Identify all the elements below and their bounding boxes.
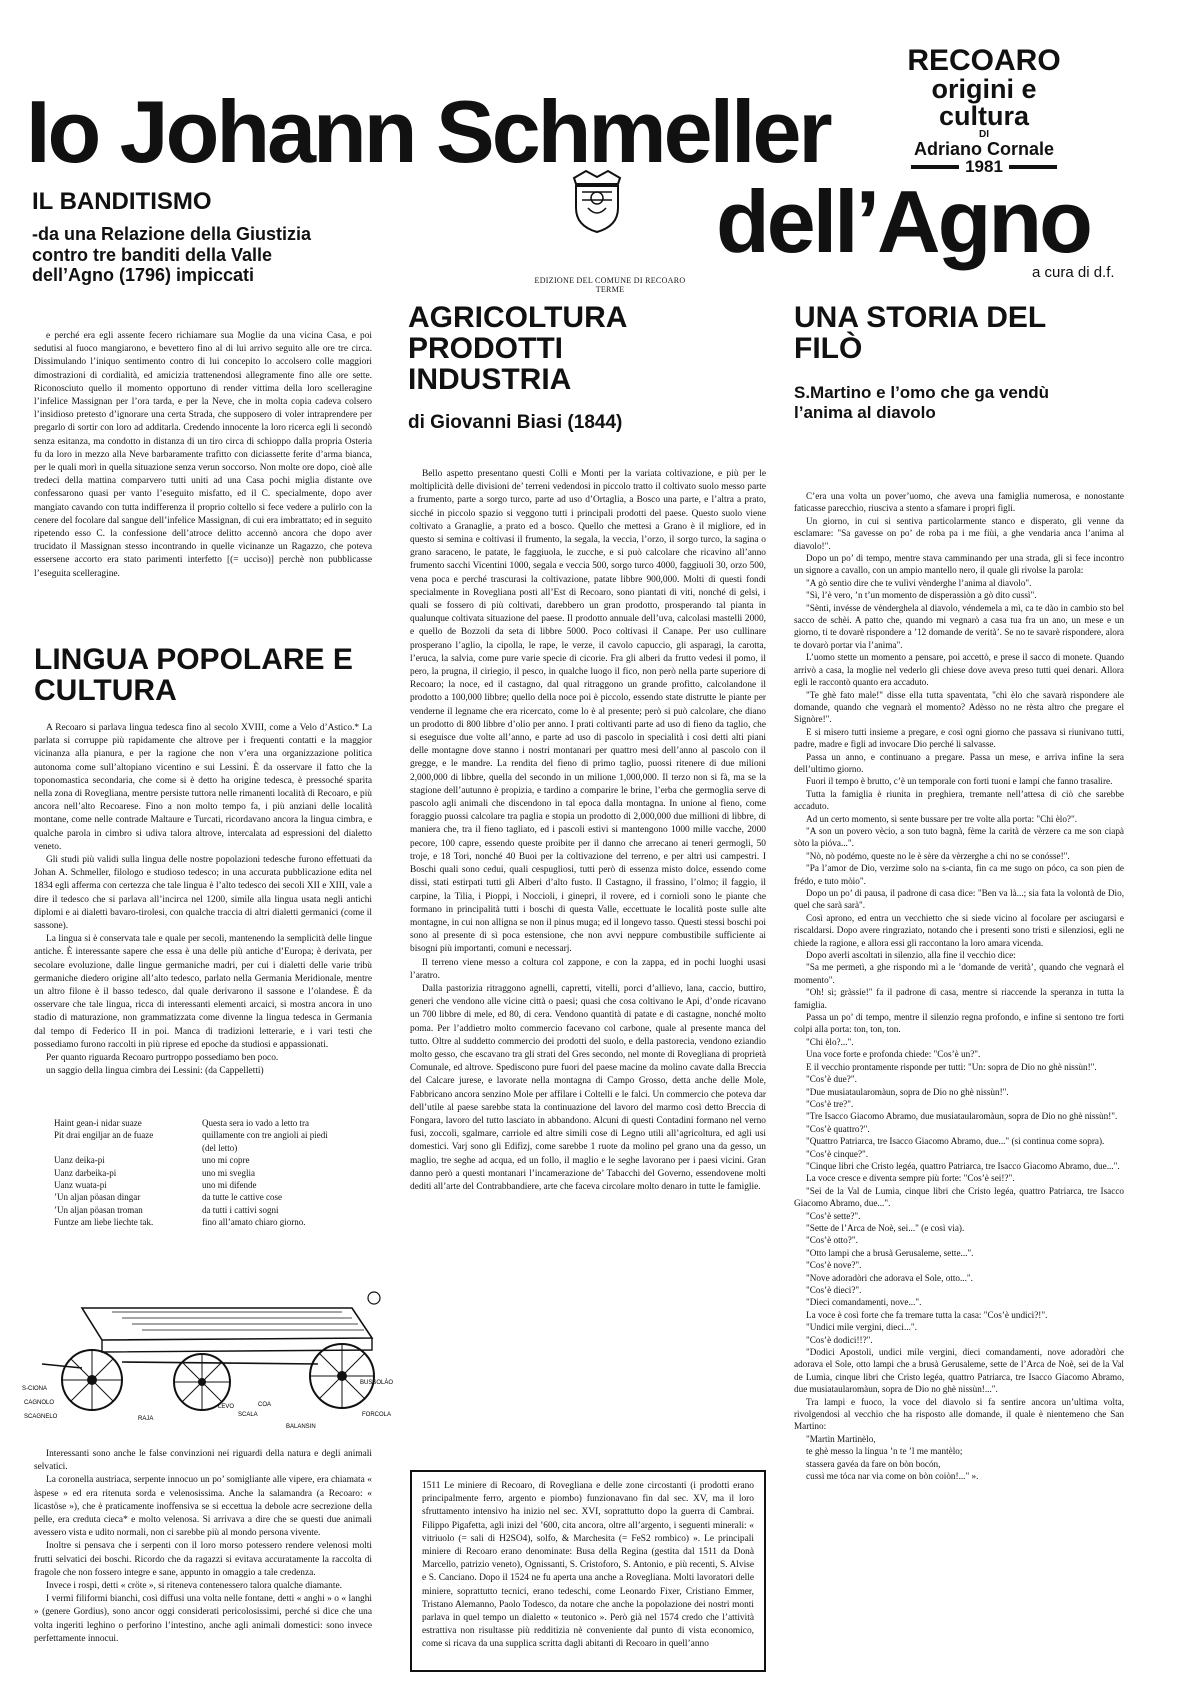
storia-paragraph: "Cos’è dieci?". (806, 1285, 862, 1295)
storia-paragraph: Dopo un po’ di tempo, mentre stava camminando per una strada, gli si fece incontro un signore a cavallo, con un ampio mantello nero, il quale gli rivolse la parola: (794, 553, 1124, 576)
agricoltura-paragraph: Dalla pastorizia ritraggono agnelli, capretti, vitelli, porci d’allievo, lana, caccio, buttiro, generi che vendono alle vicine città o paesi; quasi che cosa coltivano le Api, d’onde ricavano un 700 libbre di mele, ed 80, di cera. Vendono quantità di patate e di castagne, nonché molto poma. Per l’addietro molto commercio facevano col carbone, quale al presente manca del tutto. Oltre al suddetto commercio dei prodotti del suolo, e della pastorecia, vendono eziandio molto gesso, che escavano tra gli strati del Gres secondo, nel monte di Rovegliana di proprietà Comunale, ed altrove. Spediscono pure fuori del paese macine da molino cavate dalla Breccia del Calcare jurese, e lavorate nella montagna di Campo Grosso, detta anche delle Mole, Fabbricano ancora senzino Mole per affilare i Coltelli e le falci. Un commercio che poteva dar dell’utile al paese sarebbe stata la continuazione del lavoro del marmo così detto Breccia di Fongara, lavoro del tutto lasciato in abbandono. Alcuni di questi Contadini formano nel verno fusi, zoccoli, sgalmare, carriole ed altre simili cose di Legno utili all’agricoltura, ed agli usi domestici. Varj sono gli Edifizj, come sarebbe 1 ruote da molino pel grano una da gesso, un maglio, tre seghe ad acqua, ed un follo, il maglio e le seghe lavorano per i paesi vicini. Gran danno però a questi montanari l’incamerazione de’ Tabacchi del Governo, essendovene molti dediti all’arte del Contrabbandiere, arte che faceva circolare molto denaro in tutte le famiglie. (410, 983, 766, 1192)
storia-paragraph: "Cinque libri che Cristo legéa, quattro Patriarca, tre Isacco Giacomo Abramo, due...". (806, 1160, 1120, 1171)
poem-line (54, 1154, 354, 1166)
series-title: RECOARO (907, 44, 1061, 77)
storia-text (794, 490, 1124, 1650)
storia-paragraph: Passa un po’ di tempo, mentre il silenzio regna profondo, e infine si sentono tre forti colpi alla porta: ton, ton, ton. (794, 1012, 1124, 1035)
storia-paragraph: Dopo averli ascoltati in silenzio, alla fine il vecchio dice: (806, 950, 1016, 961)
storia-paragraph: "Quattro Patriarca, tre Isacco Giacomo Abramo, due..." (si continua come sopra). (806, 1136, 1105, 1147)
series-year-row (884, 158, 1084, 175)
lingua-paragraph: I vermi filiformi bianchi, così diffusi una volta nelle fontane, detti « anghi » o « langhi » (genere Gordius), sono ancor oggi considerati pericolosissimi, perché si dice che una volta ingeriti leghino o perforino l’intestino, anche agli animali domestici: sono invece perfettamente innocui. (34, 1594, 372, 1644)
storia-paragraph: "Cos’è cinque?". (806, 1148, 869, 1159)
lingua-paragraph: Gli studi più validi sulla lingua delle nostre popolazioni tedesche furono effettuati da Johan A. Schmeller, filologo e studioso tedesco; in una accurata pubblicazione edita nel 1834 egli afferma con certezza che tale lingua è l’alto tedesco dei secoli XII e XIII, vale a dire il tedesco che si parlava all’incirca nel 1200, simile alla lingua usata negli antichi diplomi e ai dialetti bavaro-tirolesi, con qualche traccia di altri dialetti germanici (come il sassone). (34, 855, 372, 932)
storia-paragraph: "Cos’è otto?". (806, 1235, 858, 1246)
storia-paragraph: "Cos’è nove?". (806, 1260, 862, 1271)
series-subtitle: origini e cultura (931, 74, 1037, 131)
agricoltura-paragraph: Il terreno viene messo a coltura col zappone, e con la zappa, ed in pochi luoghi usasi l’aratro. (410, 957, 766, 981)
storia-paragraph: Dopo un po’ di pausa, il padrone di casa dice: "Ben va là...; sia fata la volontà de Dio, quel che sarà sarà". (794, 888, 1124, 911)
municipal-crest-icon (568, 168, 626, 234)
storia-paragraph: "A son un povero vècio, a son tuto bagnà, fème la carità de vèrzere ca me son ciapà sòto la pióva...". (794, 825, 1124, 849)
storia-paragraph: E il vecchio prontamente risponde per tutti: "Un: sopra de Dio no ghè nissùn!". (806, 1061, 1097, 1072)
poem-cimbro: Uanz wuata-pi (54, 1180, 107, 1191)
illustration-label: COA (258, 1402, 272, 1408)
agricoltura-paragraph: Bello aspetto presentano questi Colli e Monti per la variata coltivazione, e più per le moltiplicità delle divisioni de’ terreni vedendosi in piccolo tratto il coltivato suolo messo parte a frumento, parte a sorgo turco, parte ad uso d’Ortaglia, a Bosco una parte, e l’altra a prato, sicché in piccolo spazio si veggono tutti i principali prodotti del paese. Questo suolo viene coltivato a Granaglie, a prato ed a bosco. Quello che mettesi a Grano è il migliore, ed in questo si semina e coltivasi il frumento, la segala, la veccia, l’orzo, il sorgo turco, la sagina o grano saraceno, le patate, le faggiuola, le zucche, e si può calcolare che ricavino all’anno frumento sacchi Vicentini 1000, segala e veccia 500, sorgo turco 4000, faggiuoli 30, orzo 500, vena poca e perché trascurasi la coltivazione, patate libbre 900,000. Molti di questi fondi specialmente in Rovegliana posti all’Est di Recoaro, sono piantati di viti, nonché di gelsi, i quali se fossero di più coltivati, darebbero un gran prodotto, prosperando tal pianta in qualunque coltivata situazione del paese. Il prodotto annuale dell’uva, calcolasi mastelli 2000, e quello de Bozzoli da seta di libbre 5000. Poco coltivasi il Canape. Per uso cullinare prosperano l’aglio, la cipolla, le rape, le verze, il cavolo capuccio, gli asparagi, la carotta, l’eruca, la salvia, come pure varie specie di cicorie. Fra gli alberi da frutto vedesi il pomo, il pero, la prugna, il ciriegio, il pesco, in qualche luogo il fico, non però nella parte superiore di Recoaro; la noce, ed il castagno, dal qual ritraggono un grande profitto, calcolandone il prodotto a 100,000 libbre; quello della noce poi è piccolo, essendo state distrutte le piante per venderne il legname che era ricercato, come lo è al presente; però si può calcolare, che diano un prodotto di 800 libbre d’olio per anno. I prati coltivanti parte ad uso di fieno da taglio, che si eseguisce due volte all’anno, e parte ad uso di pascolo in specialità i così detti alti piani delle montagne dove stanno i nostri montanari per quattro mesi dell’anno al pascolo con il gregge, e le mandre. La rendita del fieno di primo taglio, puossi ritenere di due milioni 2,000,000 di libbre, quella del secondo in un milione 1,000,000. Il terzo non si fà, ma se la stagione dell’autunno è propizia, e tardino a comparire le brine, l’erba che germoglia serve di pascolo agli animali che discendono in tal epoca dalla montagna. In unione al fieno, come foraggio puossi calcolare tra paglia e stopia un prodotto di 2,000,000 due millioni di libbre, di maniera che, tra il fieno tagliato, ed i pascoli estivi si mantengono 1000 mille vacche, 2000 pecore, 100 capre, essendo queste proibite per il danno che arrecano ai teneri germogli, 50 troje, e 18 Tori, nonché 40 Buoi per la coltivazione del terreno, e per altri usi campestri. I Boschi quali sono cedui, quali cespugliosi, tutti però di essenza misto dolce, essendo come dissi, stati estirpati tutti gli Alberi d’alto fusto. Il Castagno, il frassino, l’olmo; il faggio, il carpine, la Tilia, i Pioppi, i Noccioli, i ginepri, il rovere, ed i cornioli sono le piante che formano in principalità tutti i boschi di questa Valle, eccettuate le località poste sulle alte montagne, in cui non alligna se non il pinus muga; ed il longevo tasso. Questi stessi boschi poi sono al presente di sì poca estensione, che non avvi neppure combustibile sufficiente ai bisogni più importanti, comuni e necessarj. (410, 469, 766, 955)
curator-credit: a cura di d.f. (1032, 264, 1115, 281)
banditismo-subheading: -da una Relazione della Giustizia contro tre banditi della Valle dell’Agno (1796) impiccati (32, 224, 312, 286)
storia-paragraph: "Tre Isacco Giacomo Abramo, due musiataularomàun, sopra de Dio no ghè nissùn!". (806, 1111, 1118, 1122)
lingua-paragraph: un saggio della lingua cimbra dei Lessini: (da Cappelletti) (46, 1066, 264, 1077)
illustration-label: BALANSIN (286, 1424, 316, 1430)
series-block (884, 46, 1084, 175)
agricoltura-byline: di Giovanni Biasi (1844) (408, 412, 623, 433)
poem-cimbro: ’Un aljan pöasan dingar (54, 1192, 141, 1203)
storia-paragraph: L’uomo stette un momento a pensare, poi accettò, e prese il sacco di monete. Quando arrivò a casa, la moglie nel vederlo gli chiese dove aveva preso tutti quei denari. Allora egli le raccontò quanto era accaduto. (794, 652, 1124, 688)
storia-paragraph: "Cos’è quattro?". (806, 1123, 870, 1134)
storia-paragraph: Ad un certo momento, si sente bussare per tre volte alla porta: "Chi èlo?". (806, 813, 1078, 824)
storia-paragraph: "Undici mile vergini, dieci...". (806, 1322, 917, 1333)
storia-paragraph: "Cos’è due?". (806, 1074, 857, 1085)
storia-paragraph: "Martìn Martinèlo, (806, 1433, 876, 1444)
lingua-text (34, 722, 372, 1112)
storia-paragraph: te ghè messo la lingua ’n te ’l me mantèlo; (806, 1446, 963, 1457)
miniere-paragraph: 1511 Le miniere di Recoaro, di Rovegliana e delle zone circostanti (i prodotti erano principalmente ferro, argento e piombo) funzionavano fin dal sec. XV, ma il loro sfruttamento intensivo ha inizio nel sec. XVI, soprattutto dopo la guerra di Cambrai. Filippo Pigafetta, agli inizi del ’600, cita ancora, oltre all’argento, i seguenti minerali: « vitriuolo (= sali di H2SO4), solfo, & Marchesita (= FeS2 rombico) ». Le principali miniere di Recoaro erano denominate: Busa della Regina (gestita dal 1511 da Donà Marcello, patrizio veneto), Ognissanti, S. Cristoforo, S. Antonio, e più recenti, S. Alvise e S. Canciano. Dopo il 1524 ne fu aperta una anche a Rovegliana. Molti lavoratori delle miniere, soprattutto tecnici, erano tedeschi, come Leonardo Fixer, Cristiano Emmer, Tristano Alemanno, Paolo Todesco, da notare che anche la popolazione dei nostri monti parlava in quel tempo un dialetto « teutonico ». Però già nel 1574 credo che l’attività estrattiva non risultasse più redditizia nè conveniente dal punto di vista economico, come si ricava da una supplica scritta dagli abitanti di Recoaro in quell’anno (422, 1481, 754, 1650)
illustration-label: CAGNOLO (24, 1400, 55, 1406)
poem-cimbro: ’Un aljan pöasan troman (54, 1204, 143, 1215)
poem-line (54, 1191, 354, 1203)
poem-italiano: da tutte le cattive cose (202, 1192, 282, 1203)
illustration-label: LEVO (218, 1404, 235, 1410)
illustration-label: SCAGNELO (24, 1414, 58, 1420)
poem-line (54, 1129, 354, 1141)
poem-italiano: quillamente con tre angioli ai piedi (202, 1130, 328, 1141)
storia-paragraph: "Sei de la Val de Lumìa, cinque libri che Cristo legéa, quattro Patriarca, tre Isacco Giacomo Abramo, due...". (794, 1185, 1124, 1209)
lingua-text-continued (34, 1448, 372, 1688)
banditismo-text (34, 330, 372, 620)
storia-paragraph: Un giorno, in cui si sentiva particolarmente stanco e disperato, gli venne da esclamare: "Sa gavesse on po’ de roba pa i me fiùi, a ghe vendaria anca l’anima al diavolo!". (794, 515, 1124, 551)
poem-italiano: fino all’amato chiaro giorno. (202, 1217, 306, 1228)
storia-paragraph: "A gò sentìo dire che te vulìvi vènderghe l’anima al diavolo". (806, 577, 1032, 588)
storia-paragraph: "Pa l’amor de Dio, verzìme solo na s-cianta, fin ca me sugo on póco, ca son pien de frédo, e tuto mòio". (794, 863, 1124, 886)
storia-paragraph: "Cos’è tre?". (806, 1098, 854, 1109)
poem-cimbro: Funtze am liebe liechte tak. (54, 1217, 154, 1228)
poem-cimbro: Pit drai engiljar an de fuaze (54, 1130, 154, 1141)
lingua-heading: LINGUA POPOLARE E CULTURA (34, 643, 353, 707)
poem-cimbro: Uanz darbeika-pi (54, 1167, 117, 1178)
storia-subheading: S.Martino e l’omo che ga vendù l’anima al diavolo (794, 383, 1050, 423)
rule-right (1009, 165, 1057, 169)
storia-paragraph: "Otto lampi che a brusà Gerusaleme, sette...". (806, 1247, 974, 1258)
poem-cimbro: Uanz deika-pi (54, 1155, 105, 1166)
series-author: Adriano Cornale (913, 139, 1055, 159)
agricoltura-heading: AGRICOLTURA PRODOTTI INDUSTRIA (408, 301, 627, 397)
poem-cimbro (54, 1142, 202, 1154)
storia-paragraph: cussì me tóca nar via come on bòn coiòn!..." ». (806, 1471, 979, 1482)
storia-paragraph: Una voce forte e profonda chiede: "Cos’è un?". (806, 1049, 981, 1060)
lingua-paragraph: Inoltre si pensava che i serpenti con il loro morso potessero rendere velenosi molti frutti selvatici dei boschi. Ricordo che da ragazzi si evitava accuratamente la raccolta di fragole che non fossero integre e sane, appunto in omaggio a tale credenza. (34, 1541, 372, 1578)
lingua-paragraph: Interessanti sono anche le false convinzioni nei riguardi della natura e degli animali selvatici. (34, 1449, 372, 1473)
storia-paragraph: "Nò, nò podémo, queste no le è sère da vèrzerghe a chi no se conósse!". (806, 850, 1070, 861)
storia-paragraph: "Due musiataularomàun, sopra de Dio no ghè nissùn!". (806, 1086, 1009, 1097)
cimbro-poem (54, 1117, 354, 1229)
poem-italiano: (del letto) (202, 1142, 238, 1153)
poem-italiano: uno mi copre (202, 1155, 250, 1166)
storia-heading: UNA STORIA DEL FILÒ (794, 301, 1046, 366)
storia-paragraph: "Chi èlo?...". (806, 1036, 854, 1047)
lingua-paragraph: La lingua si è conservata tale e quale per secoli, mantenendo la semplicità delle lingue antiche. È interessante sapere che essa è una delle più antiche d’Europa; è derivata, per secolare evoluzione, dalle lingue germaniche madri, per cui i dialetti delle varie tribù germaniche diedero origine all’alto tedesco, parlato nella Germania Meridionale, mentre un altro filone è il basso tedesco, dal quale derivarono il sassone e l’olandese. È da osservare che tale lingua, ricca di interessanti elementi arcaici, si mostra ancora in uno stadio di maturazione, non grammatizzata come divenne la lingua tedesca in Germania dal tempo di Federico II in poi. Manca di tradizioni letterarie, e i vari testi che possediamo furono raccolti in più riprese ed epoche da studiosi e appassionati. (34, 934, 372, 1050)
poem-italiano: Questa sera io vado a letto tra (202, 1118, 309, 1128)
storia-paragraph: Così aprono, ed entra un vecchietto che si siede vicino al focolare per asciugarsi e riscaldarsi. Dopo avere ringraziato, notando che i presenti sono tristi e silenziosi, egli ne chiede la ragione, e allora essi gli raccontano la loro amara vicenda. (794, 912, 1124, 948)
storia-paragraph: stassera gavéa da fare on bòn bocón, (806, 1458, 941, 1469)
poem-line (54, 1142, 354, 1154)
illustration-label: S-CIONA (22, 1386, 48, 1392)
poem-italiano: uno mi sveglia (202, 1167, 255, 1178)
masthead-title-line2: dell’Agno (716, 172, 1090, 271)
storia-paragraph: E si misero tutti insieme a pregare, e così ogni giorno che passava si riunivano tutti, padre, madre e figli ad invocare Dio perché li salvasse. (794, 726, 1124, 750)
illustration-label: FORCOLA (362, 1412, 392, 1418)
storia-paragraph: "Oh! sì; gràssie!" fa il padrone di casa, mentre si riaccende la speranza in tutta la famiglia. (794, 987, 1124, 1010)
storia-paragraph: "Dodici Apostoli, undici mile vergini, dieci comandamenti, nove adoradòri che adorava el Sole, otto lampi che a brusà Gerusaleme, sette de l’Arca de Noè, sei de la Val de Lumìa, cinque libri che Cristo legéa, quattro Patriarca, tre Isacco Giacomo Abramo, due musiataularomàun, sopra de Dio no ghè nissùn!...". (794, 1347, 1124, 1395)
poem-italiano: da tutti i cattivi sogni (202, 1204, 279, 1215)
lingua-paragraph: A Recoaro si parlava lingua tedesca fino al secolo XVIII, come a Velo d’Astico.* La parlata si corruppe più rapidamente che altrove per i frequenti contatti e la maggior vicinanza alla pianura, e per la ragione che non v’era una organizzazione politica autonoma come sull’altopiano vicentino e sui Lessini. È da osservare il fatto che la toponomastica secondaria, che come si è detto ha origine tedesca, è pressoché sparita nella zona di Rovegliana, mentre persiste tuttora nelle rimanenti località di Recoaro, e più ancora nell’alto Recoarese. Fino a non molto tempo fa, i più anziani delle località montane, come nelle contrade Maltaure e Turcati, ricordavano ancora la lingua cimbra, e qualche parola in cimbro si udiva talora altrove, intercalata ad espressioni del dialetto veneto. (34, 723, 372, 852)
storia-paragraph: "Sa me permetì, a ghe rispondo mì a le ’domande de verità’, quando che vegnarà el momento". (794, 962, 1124, 985)
series-year: 1981 (965, 157, 1003, 176)
storia-paragraph: "Cos’è sette?". (806, 1210, 861, 1221)
series-di: DI (979, 129, 989, 140)
storia-paragraph: "Nove adoradòri che adorava el Sole, otto...". (806, 1272, 973, 1283)
lingua-paragraph: Invece i rospi, detti « cröte », si riteneva contenessero talora qualche diamante. (46, 1581, 342, 1592)
storia-paragraph: La voce è così forte che fa tremare tutta la casa: "Cos’è undici?!". (806, 1309, 1048, 1320)
rule-left (911, 165, 959, 169)
poem-cimbro: Haint gean-i nidar suaze (54, 1118, 142, 1128)
storia-paragraph: Tra lampi e fuoco, la voce del diavolo si fa sentire ancora un’ultima volta, rivolgendosi al vecchio che ha risposto alle domande, il quale è nientemeno che San Martino: (794, 1396, 1124, 1432)
storia-paragraph: "Sènti, invésse de vènderghela al diavolo, véndemela a mì, ca te dào in cambio sto bel sacco de schèi. A patto che, quando mi vegnarò a casa tua fra un ano, un mese e un giorno, ti te dovarè rispondere a ’12 domande de verità’. Se no te savarè rispondere, alora te dovarò portar via l’anima". (794, 602, 1124, 650)
poem-italiano: uno mi difende (202, 1180, 257, 1191)
storia-paragraph: Tutta la famiglia è riunita in preghiera, tremante nell’attesa di ciò che sarebbe accaduto. (794, 788, 1124, 812)
agricoltura-text (410, 468, 766, 1458)
illustration-label: RAJA (138, 1416, 154, 1422)
banditismo-heading: IL BANDITISMO (32, 188, 212, 215)
poem-line (54, 1204, 354, 1216)
cart-illustration (22, 1268, 398, 1444)
edition-note: EDIZIONE DEL COMUNE DI RECOARO TERME (534, 276, 686, 294)
storia-paragraph: "Cos’è dodici!!?". (806, 1334, 873, 1345)
storia-paragraph: Fuori il tempo è brutto, c’è un temporale con forti tuoni e lampi che fanno trasalire. (806, 776, 1113, 787)
poem-line (54, 1167, 354, 1179)
masthead-title: Io Johann Schmeller (26, 82, 830, 181)
storia-paragraph: "Dieci comandamenti, nove...". (806, 1297, 922, 1308)
storia-paragraph: C’era una volta un pover’uomo, che aveva una famiglia numerosa, e nonostante faticasse parecchio, riusciva a stento a sfamare i propri figli. (794, 491, 1124, 514)
storia-paragraph: "Sette de l’Arca de Noè, sei..." (e così via). (806, 1222, 965, 1233)
illustration-label: BUSSOLÀO (360, 1380, 394, 1386)
storia-paragraph: "Te ghè fato male!" disse ella tutta spaventata, "chi èlo che savarà rispondere ale domande, quando che vegnarà el momento? Adèsso no ne rèsta altro che pregare el Signòre!". (794, 689, 1124, 725)
poem-line (54, 1117, 354, 1129)
storia-paragraph: "Sì, l’è vero, ’n t’un momento de disperassiòn a gò dito cussì". (806, 590, 1037, 601)
lingua-paragraph: Per quanto riguarda Recoaro purtroppo possediamo ben poco. (46, 1053, 279, 1064)
poem-line (54, 1179, 354, 1191)
miniere-text (422, 1480, 754, 1662)
illustration-label: SCALA (238, 1412, 258, 1418)
miniere-box (410, 1470, 766, 1672)
storia-paragraph: Passa un anno, e continuano a pregare. Passa un mese, e arriva infine la sera dell’ultimo giorno. (794, 751, 1124, 774)
storia-paragraph: La voce cresce e diventa sempre più forte: "Cos’è sei!?". (806, 1173, 1015, 1184)
poem-line (54, 1216, 354, 1228)
banditismo-paragraph: e perché era egli assente fecero richiamare sua Moglie da una vicina Casa, e poi sedutisi al fuoco mangiarono, e bevettero fino al di lui arrivo seguito alle ore tre circa. Dissimulando l’iniquo sentimento contro di lui concepito lo accolsero colle maggiori dimostrazioni di cordialità, ed amicizia trattenendosi allegramente fino alle ore sette. Riconosciuto quello il momento opportuno di render vittima della loro scelleragine l’infelice Massignan per l’ora tarda, e per la Neve, che in molta copia cadeva colsero l’insidioso pretesto d’ignorare una certa Strada, che supposero di voler intraprendere per pregarlo di sortir con loro ad additarla. Credendo innocente la loro ricerca egli li secondò senza esitanza, ma condotto in distanza di un tiro circa di schioppo dalla propria Osteria fu da loro in mezzo alla Neve barbaramente trafitto con diciassette ferite d’arma bianca, per le quali morì in quella situazione senza verun soccorso. Non molte ore dopo, cioè alle tredeci della mattina comparvero tutti uniti ad una Casa pochi miglia distante ove confessarono quasi per vanto l’eseguito misfatto, ed il C. specialmente, dopo aver mangiato cavando con tutta indifferenza il proprio coltello si fece vedere a pulirlo con la cenere del focolare dal sangue dell’infelice Massignan, di cui era imbrattato; ed in seguito ripetendo esso C. la confessione dell’atroce delitto accennò ancora che dopo aver trucidato il Massignan stesso incontrando in quelle vicinanze un Ragazzo, che poteva essersene accorto era stato parimenti interfetto [(= ucciso)] perchè non pubblicasse l’eseguita scelleragine. (34, 331, 372, 579)
lingua-paragraph: La coronella austriaca, serpente innocuo un po’ somigliante alle vipere, era chiamata « àspese » ed era ritenuta sorda e velenosissima. Anche la salamandra (a Recoaro: « licastöse »), che è praticamente inoffensiva se si eccettua la debole acre secrezione della pelle, era creduta cieca* e molto velenosa. Si arrivava a dire che se questi due animali avessero vista e udito normali, non ci sarebbe più al mondo persona vivente. (34, 1475, 372, 1539)
